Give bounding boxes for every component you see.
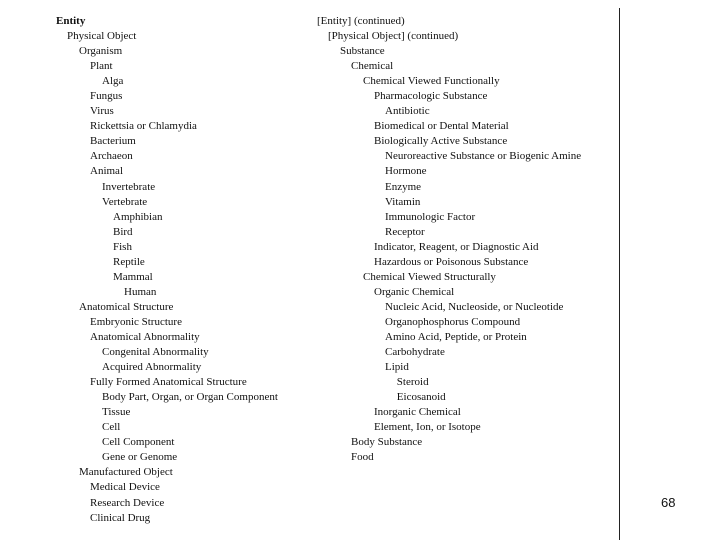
hierarchy-item: Cell bbox=[102, 421, 121, 434]
hierarchy-item: Chemical bbox=[351, 60, 394, 73]
hierarchy-item: Chemical Viewed Structurally bbox=[363, 270, 496, 283]
hierarchy-item: Mammal bbox=[113, 270, 153, 283]
hierarchy-item: Nucleic Acid, Nucleoside, or Nucleotide bbox=[385, 300, 564, 313]
hierarchy-item: Congenital Abnormality bbox=[102, 346, 209, 359]
hierarchy-item: Pharmacologic Substance bbox=[374, 90, 488, 103]
hierarchy-item: Hormone bbox=[385, 165, 427, 178]
hierarchy-item: Cell Component bbox=[102, 436, 175, 449]
hierarchy-item: Physical Object bbox=[67, 30, 137, 43]
hierarchy-item: Food bbox=[351, 451, 374, 464]
hierarchy-item: Reptile bbox=[113, 255, 145, 268]
hierarchy-item: Amino Acid, Peptide, or Protein bbox=[385, 330, 527, 343]
hierarchy-item: Invertebrate bbox=[102, 180, 156, 193]
hierarchy-item: [Physical Object] (continued) bbox=[328, 30, 459, 43]
hierarchy-item: Anatomical Structure bbox=[79, 300, 174, 313]
hierarchy-item: Indicator, Reagent, or Diagnostic Aid bbox=[374, 240, 539, 253]
hierarchy-left-column bbox=[56, 14, 306, 526]
hierarchy-item: Gene or Genome bbox=[102, 451, 178, 464]
hierarchy-item: Body Part, Organ, or Organ Component bbox=[102, 391, 278, 404]
hierarchy-item: Clinical Drug bbox=[90, 511, 151, 524]
hierarchy-item: Receptor bbox=[385, 225, 425, 238]
hierarchy-item: Vertebrate bbox=[102, 195, 148, 208]
hierarchy-item: Lipid bbox=[385, 361, 409, 374]
hierarchy-item: Amphibian bbox=[113, 210, 163, 223]
hierarchy-item: Eicosanoid bbox=[396, 391, 446, 404]
hierarchy-item: Body Substance bbox=[351, 436, 423, 449]
hierarchy-item: Enzyme bbox=[385, 180, 422, 193]
hierarchy-item: Alga bbox=[102, 75, 124, 88]
hierarchy-item: [Entity] (continued) bbox=[317, 15, 405, 27]
page-number: 68 bbox=[661, 495, 676, 510]
hierarchy-item: Immunologic Factor bbox=[385, 210, 476, 223]
vertical-divider bbox=[619, 8, 620, 540]
hierarchy-item: Rickettsia or Chlamydia bbox=[90, 120, 197, 133]
hierarchy-item: Embryonic Structure bbox=[90, 315, 182, 328]
hierarchy-item: Neuroreactive Substance or Biogenic Amine bbox=[385, 150, 582, 163]
hierarchy-item: Fish bbox=[113, 240, 132, 253]
hierarchy-item: Virus bbox=[90, 105, 114, 118]
hierarchy-item: Anatomical Abnormality bbox=[90, 330, 200, 343]
hierarchy-item: Archaeon bbox=[90, 150, 133, 163]
hierarchy-item: Entity bbox=[56, 15, 86, 27]
hierarchy-item: Bacterium bbox=[90, 135, 136, 148]
hierarchy-item: Acquired Abnormality bbox=[102, 361, 202, 374]
hierarchy-item: Steroid bbox=[396, 376, 429, 389]
hierarchy-item: Carbohydrate bbox=[385, 346, 445, 359]
hierarchy-item: Fully Formed Anatomical Structure bbox=[90, 376, 247, 389]
hierarchy-item: Human bbox=[124, 285, 157, 298]
hierarchy-item: Hazardous or Poisonous Substance bbox=[374, 255, 529, 268]
hierarchy-item: Substance bbox=[340, 45, 385, 58]
hierarchy-item: Tissue bbox=[102, 406, 131, 419]
hierarchy-item: Bird bbox=[113, 225, 133, 238]
hierarchy-item: Chemical Viewed Functionally bbox=[363, 75, 500, 88]
hierarchy-item: Organism bbox=[79, 45, 123, 58]
hierarchy-item: Animal bbox=[90, 165, 123, 178]
hierarchy-item: Inorganic Chemical bbox=[374, 406, 461, 419]
hierarchy-item: Research Device bbox=[90, 496, 165, 509]
hierarchy-item: Vitamin bbox=[385, 195, 421, 208]
hierarchy-item: Organophosphorus Compound bbox=[385, 315, 521, 328]
hierarchy-item: Biomedical or Dental Material bbox=[374, 120, 509, 133]
hierarchy-item: Element, Ion, or Isotope bbox=[374, 421, 481, 434]
hierarchy-item: Manufactured Object bbox=[79, 466, 173, 479]
hierarchy-item: Antibiotic bbox=[385, 105, 430, 118]
hierarchy-item: Fungus bbox=[90, 90, 123, 103]
hierarchy-item: Organic Chemical bbox=[374, 285, 455, 298]
hierarchy-item: Medical Device bbox=[90, 481, 160, 494]
hierarchy-item: Biologically Active Substance bbox=[374, 135, 508, 148]
hierarchy-item: Plant bbox=[90, 60, 113, 73]
hierarchy-right-column bbox=[317, 14, 617, 465]
